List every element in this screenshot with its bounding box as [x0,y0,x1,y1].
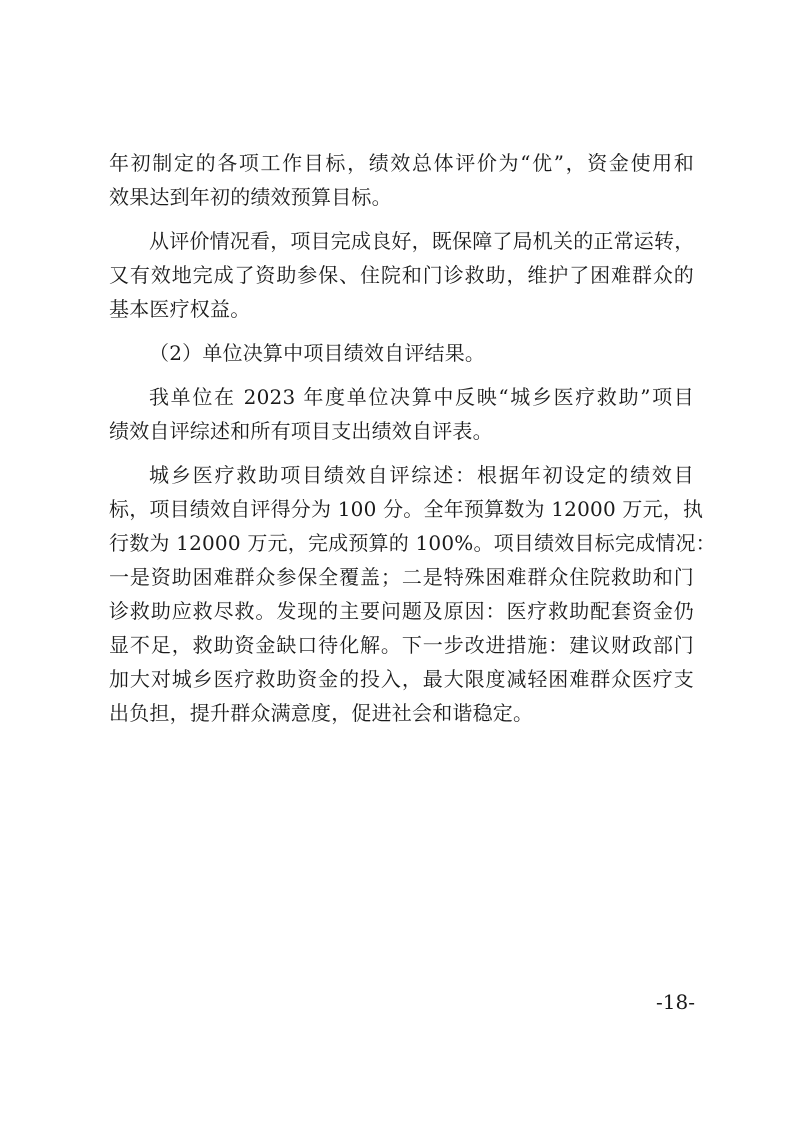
text-line: 一是资助困难群众参保全覆盖；二是特殊困难群众住院救助和门 [109,565,694,589]
text-line: 又有效地完成了资助参保、住院和门诊救助，维护了困难群众的 [109,263,694,287]
paragraph-self-assessment-overview [109,458,716,730]
paragraph-performance-rating [109,146,694,214]
text-line: 年初制定的各项工作目标，绩效总体评价为“优”，资金使用和 [109,151,694,175]
text-line: 出负担，提升群众满意度，促进社会和谐稳定。 [109,701,534,725]
text-line: 基本医疗权益。 [109,297,251,321]
paragraph-final-accounts [109,380,694,448]
page-number: -18- [656,990,695,1014]
text-line: 我单位在 2023 年度单位决算中反映“城乡医疗救助”项目 [149,385,694,409]
text-line: 从评价情况看，项目完成良好，既保障了局机关的正常运转， [149,229,695,253]
text-line: 显不足，救助资金缺口待化解。下一步改进措施：建议财政部门 [109,633,694,657]
text-line: 效果达到年初的绩效预算目标。 [109,185,392,209]
paragraph-evaluation-summary [109,224,694,326]
text-line: 城乡医疗救助项目绩效自评综述：根据年初设定的绩效目 [149,463,694,487]
text-line: 标，项目绩效自评得分为 100 分。全年预算数为 12000 万元，执 [109,497,704,521]
text-line: 行数为 12000 万元，完成预算的 100%。项目绩效目标完成情况： [109,531,716,555]
section-heading: （2）单位决算中项目绩效自评结果。 [149,341,486,365]
text-line: 加大对城乡医疗救助资金的投入，最大限度减轻困难群众医疗支 [109,667,694,691]
text-line: 绩效自评综述和所有项目支出绩效自评表。 [109,419,493,443]
text-line: 诊救助应救尽救。发现的主要问题及原因：医疗救助配套资金仍 [109,599,694,623]
document-body [109,146,716,730]
